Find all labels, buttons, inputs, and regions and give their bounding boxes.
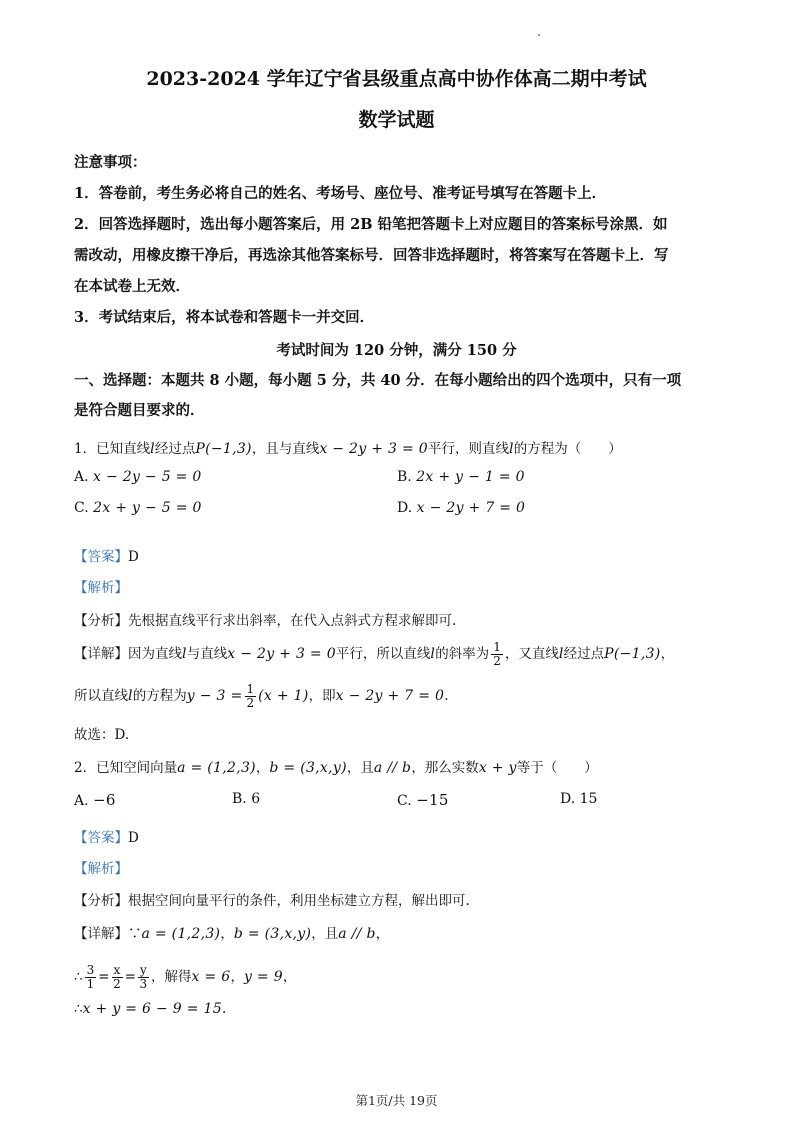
q1-line2-eq-b: (x + 1) — [258, 688, 309, 704]
q2-detail-and: ，且 — [311, 926, 339, 942]
q2-option-a-label: A. — [74, 793, 89, 809]
q2-fenxi-text: 根据空间向量平行的条件，利用坐标建立方程，解出即可. — [128, 893, 470, 909]
q1-option-d-text: x − 2y + 7 = 0 — [416, 500, 526, 516]
q2-xy: x + y — [478, 760, 517, 776]
q1-point: P(−1,3) — [195, 441, 252, 457]
q1-line2-fraction — [245, 683, 257, 710]
q2-option-c-text: −15 — [416, 791, 449, 809]
notice-item-1: 1．答卷前，考生务必将自己的姓名、考场号、座位号、准考证号填写在答题卡上． — [74, 185, 607, 202]
q2-detail-parallel: a // b — [338, 926, 376, 942]
page-footer: 第1页/共 19页 — [355, 1093, 438, 1108]
q1-answer — [74, 545, 734, 565]
q1-fenxi-tag: 【分析】 — [74, 613, 128, 629]
q2-solve: ，解得 — [151, 969, 192, 985]
q1-stem-b: 经过点 — [154, 441, 196, 457]
q2-detail-vector-a: a = (1,2,3) — [141, 926, 221, 942]
q2-fraction-2 — [112, 964, 123, 991]
q2-option-c-label: C. — [397, 793, 412, 809]
q1-choice: 故选：D. — [74, 727, 130, 743]
q2-y-value: y = 9 — [243, 969, 283, 985]
q2-sum: x + y = 6 − 9 = 15 — [82, 1001, 222, 1017]
q2-detail-tag: 【详解】 — [74, 926, 128, 942]
q1-answer-tag: 【答案】 — [74, 549, 128, 565]
q2-fenxi-tag: 【分析】 — [74, 893, 128, 909]
q1-stem-a: 1．已知直线 — [74, 441, 151, 457]
q1-line2-l: l — [128, 688, 133, 704]
q1-answer-value: D — [128, 549, 139, 565]
q1-line2-a: 所以直线 — [74, 688, 128, 704]
q1-option-a — [74, 469, 202, 485]
q1-detail-line-2 — [74, 683, 734, 710]
q1-detail-a: 因为直线 — [128, 646, 182, 662]
q2-detail-vector-b: b = (3,x,y) — [233, 926, 312, 942]
q1-slope-fraction — [491, 641, 503, 668]
notice-item-3: 3．考试结束后，将本试卷和答题卡一并交回． — [74, 309, 375, 326]
q2-stem-d: 等于（ ） — [516, 760, 598, 776]
q1-line-var: l — [150, 441, 155, 457]
q2-answer-value: D — [128, 830, 139, 846]
q2-vector-a: a = (1,2,3) — [177, 760, 256, 776]
notice-item-2-line-3: 在本试卷上无效． — [74, 278, 190, 295]
q2-sum-end: . — [221, 1001, 227, 1017]
q1-equation: x − 2y + 3 = 0 — [319, 441, 428, 457]
q1-option-a-label: A. — [74, 469, 89, 485]
q1-detail-d: 的斜率为 — [435, 646, 490, 662]
q1-detail-line-1 — [74, 641, 734, 668]
q2-parallel: a // b — [373, 760, 412, 776]
q1-stem-e: 的方程为（ ） — [513, 441, 622, 457]
q2-detail-sep: ， — [220, 926, 234, 942]
q1-detail-e: ，又直线 — [504, 646, 559, 662]
q1-line2-frac-den: 2 — [246, 696, 255, 710]
q1-detail-b: 与直线 — [186, 646, 228, 662]
question-2-stem — [74, 756, 734, 776]
exam-info: 考试时间为 120 分钟，满分 150 分 — [276, 342, 517, 359]
q2-f2-num: x — [113, 963, 121, 977]
notice-item-2-line-2: 需改动，用橡皮擦干净后，再选涂其他答案标号．回答非选择题时，将答案写在答题卡上．写 — [74, 247, 669, 264]
q1-option-d-label: D. — [397, 500, 413, 516]
q2-therefore: ∴ — [74, 969, 83, 985]
q2-option-a — [74, 791, 116, 809]
q2-therefore-2: ∴ — [74, 1001, 83, 1017]
q2-answer-tag: 【答案】 — [74, 830, 128, 846]
q2-option-a-text: −6 — [93, 791, 116, 809]
q2-fenxi — [74, 889, 734, 909]
q2-option-d: D. 15 — [560, 791, 598, 807]
q1-detail-eq: x − 2y + 3 = 0 — [227, 646, 336, 662]
q2-f3-num: y — [139, 963, 148, 977]
q2-detail-line-2 — [74, 964, 734, 991]
q2-fraction-1 — [85, 964, 97, 991]
scan-dot — [538, 34, 540, 36]
q2-stem-c: ，那么实数 — [411, 760, 479, 776]
q1-detail-f: 经过点 — [563, 646, 605, 662]
q1-line2-c: ，即 — [308, 688, 336, 704]
q2-stem-a: 2．已知空间向量 — [74, 760, 178, 776]
q1-option-d — [397, 500, 525, 516]
q1-fenxi-text: 先根据直线平行求出斜率，在代入点斜式方程求解即可. — [128, 613, 457, 629]
q1-detail-l3: l — [558, 646, 564, 662]
notice-heading: 注意事项： — [74, 154, 147, 171]
q1-slope-num: 1 — [493, 640, 501, 654]
q2-x-value: x = 6 — [191, 969, 231, 985]
q1-detail-g: ， — [660, 646, 675, 662]
q1-line2-b: 的方程为 — [132, 688, 187, 704]
page-subtitle: 数学试题 — [358, 109, 435, 131]
q1-detail-l2: l — [430, 646, 436, 662]
q1-option-c — [74, 500, 202, 516]
q1-option-b — [397, 469, 525, 485]
q1-option-b-label: B. — [397, 469, 412, 485]
q1-line2-d: . — [444, 688, 449, 704]
q2-f3-den: 3 — [139, 977, 148, 991]
section-1-line-2: 是符合题目要求的． — [74, 402, 205, 419]
q2-period: ， — [282, 969, 297, 985]
q1-option-a-text: x − 2y − 5 = 0 — [93, 469, 202, 485]
q1-detail-l1: l — [182, 646, 187, 662]
q2-f2-den: 2 — [113, 977, 122, 991]
q1-line2-frac-num: 1 — [246, 682, 255, 696]
q2-answer — [74, 826, 734, 846]
q1-line-var-2: l — [508, 441, 514, 457]
q2-detail-end: ， — [375, 926, 390, 942]
q1-detail-point: P(−1,3) — [604, 646, 661, 662]
notice-item-2-line-1: 2．回答选择题时，选出每小题答案后，用 2B 铅笔把答题卡上对应题目的答案标号涂黑．如 — [74, 216, 668, 233]
q2-because: ∵ — [128, 926, 142, 942]
page-title: 2023-2024 学年辽宁省县级重点高中协作体高二期中考试 — [146, 68, 647, 90]
q2-f1-num: 3 — [86, 963, 95, 977]
q1-option-c-text: 2x + y − 5 = 0 — [93, 500, 202, 516]
q1-option-c-label: C. — [74, 500, 89, 516]
q2-stem-b: ，且 — [346, 760, 374, 776]
q1-line2-eq-a: y − 3 = — [186, 688, 243, 704]
q2-detail-line-3 — [74, 1001, 734, 1017]
q2-comma: ， — [230, 969, 244, 985]
q2-eq-sign-1: = — [98, 969, 110, 985]
q2-option-c — [397, 791, 449, 809]
q2-option-b: B. 6 — [232, 791, 261, 807]
question-1-stem — [74, 437, 734, 457]
q2-fraction-3 — [138, 964, 149, 991]
q2-vector-b: b = (3,x,y) — [269, 760, 347, 776]
q2-sep: ， — [255, 760, 270, 776]
q2-analysis-tag: 【解析】 — [74, 861, 128, 877]
q2-eq-sign-2: = — [124, 969, 136, 985]
q1-stem-c: ，且与直线 — [251, 441, 320, 457]
q2-f1-den: 1 — [86, 977, 95, 991]
q1-option-b-text: 2x + y − 1 = 0 — [416, 469, 525, 485]
q2-detail-line-1 — [74, 922, 734, 942]
q1-line2-eq-c: x − 2y + 7 = 0 — [335, 688, 445, 704]
q1-analysis-tag: 【解析】 — [74, 580, 128, 596]
section-1-line-1: 一、选择题：本题共 8 小题，每小题 5 分，共 40 分．在每小题给出的四个选项中，只有一项 — [74, 372, 682, 389]
q1-slope-den: 2 — [493, 654, 501, 668]
q1-detail-c: 平行，所以直线 — [335, 646, 431, 662]
q1-detail-tag: 【详解】 — [74, 646, 128, 662]
q1-fenxi — [74, 609, 734, 629]
q1-stem-d: 平行，则直线 — [427, 441, 509, 457]
